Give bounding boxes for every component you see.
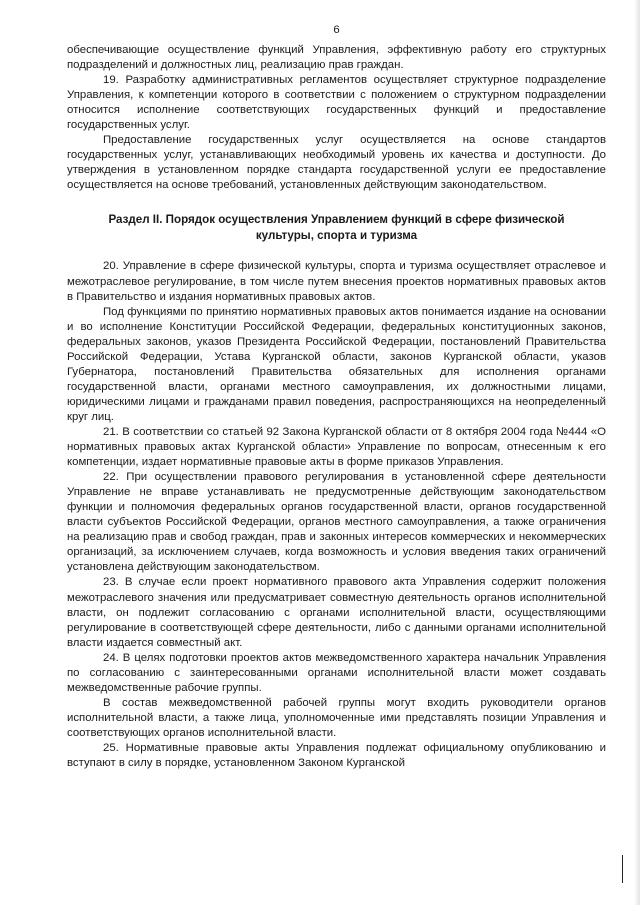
section-heading: Раздел II. Порядок осуществления Управлением функций в сфере физической культуры, спорта и туризма: [108, 213, 565, 243]
scan-artifact-line: [622, 855, 623, 883]
paragraph-20: 20. Управление в сфере физической культуры, спорта и туризма осуществляет отраслевое и межотраслевое регулирование, в том числе путем внесения проектов нормативных правовых актов в Правительство и издания нормативных правовых актов.: [67, 260, 606, 303]
paragraph-21: 21. В соответствии со статьей 92 Закона Курганской области от 8 октября 2004 года №444 «О нормативных правовых актах Курганской области» Управление по вопросам, отнесенным к его компетенции, издает нормативные правовые акты в форме приказов Управления.: [67, 425, 606, 469]
paragraph-22: 22. При осуществлении правового регулирования в установленной сфере деятельности Управление не вправе устанавливать не предусмотренные действующим законодательством функции и полномочия федеральных органов государственной власти, органов государственной власти субъектов Российской Федерации, органов местного самоуправления, а также ограничения на реализацию прав и свобод граждан, прав и законных интересов коммерческих и некоммерческих организаций, за исключением случаев, когда возможность и условия введения таких ограничений установлена действующим законодательством.: [67, 471, 606, 574]
paragraph-24: 24. В целях подготовки проектов актов межведомственного характера начальник Управления по согласованию с заинтересованными органами исполнительной власти может создавать межведомственные рабочие группы.: [67, 651, 606, 694]
scan-edge-shadow: [634, 0, 640, 905]
paragraph-normative-acts-definition: Под функциями по принятию нормативных правовых актов понимается издание на основании и во исполнение Конституции Российской Федерации, федеральных конституционных законов, федеральных законов, указов Президента Российской Федерации, постановлений Правительства Российской Федерации, Устава Курганской области, законов Курганской области, указов Губернатора, постановлений Правительства обязательных для исполнения органами государственной власти, органами местного самоуправления, их должностными лицами, юридическими лицами и гражданами правил поведения, распространяющихся на неопределенный круг лиц.: [67, 305, 606, 423]
page-number: 6: [333, 24, 340, 36]
paragraph-working-group-composition: В состав межведомственной рабочей группы могут входить руководители органов исполнительной власти, а также лица, уполномоченные ими представлять позиции Управления и соответствующих органов исполнительной власти.: [67, 696, 606, 739]
paragraph-continuation: обеспечивающие осуществление функций Управления, эффективную работу его структурных подразделений и должностных лиц, реализацию прав граждан.: [67, 44, 606, 72]
paragraph-25: 25. Нормативные правовые акты Управления подлежат официальному опубликованию и вступают в силу в порядке, установленном Законом Курганской: [67, 741, 606, 770]
paragraph-19: 19. Разработку административных регламентов осуществляет структурное подразделение Управления, к компетенции которого в соответствии с положением о структурном подразделении относится исполнение соответствующих государственных функций и предоставление государственных услуг.: [67, 74, 606, 132]
document-body: [67, 43, 606, 771]
paragraph-23: 23. В случае если проект нормативного правового акта Управления содержит положения межотраслевого значения или предусматривает совместную деятельность органов исполнительной власти, он подлежит согласованию с органами исполнительной власти, осуществляющими регулирование в соответствующей сфере деятельности, либо с данными органами исполнительной власти издается совместный акт.: [67, 576, 606, 649]
paragraph-state-services: Предоставление государственных услуг осуществляется на основе стандартов государственных услуг, устанавливающих необходимый уровень их качества и доступности. До утверждения в установленном порядке стандарта государственной услуги ее предоставление осуществляется на основе требований, установленных действующим законодательством.: [67, 134, 606, 192]
